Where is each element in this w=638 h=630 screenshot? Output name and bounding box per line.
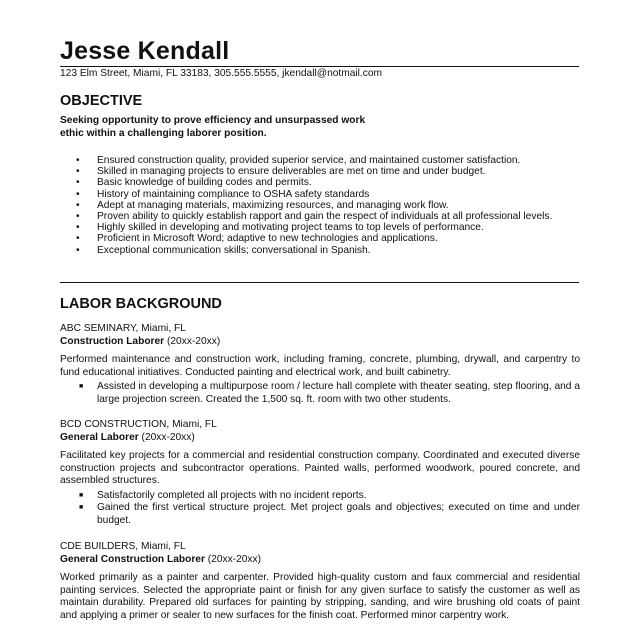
- skills-list: [60, 155, 580, 256]
- job-description: Performed maintenance and construction work, including framing, concrete, plumbing, drywall, and carpentry to fund educational initiatives. Conducted painting and electrical work, and built cabinetry.: [60, 354, 580, 378]
- job-description: Worked primarily as a painter and carpenter. Provided high-quality custom and faux commercial and residential painting services. Selected the appropriate paint or finish for any given surface to satisfy the customer as well as maintain durability. Prepared old surfaces for painting by stripping, sanding, and wire brushing old coats of paint and applying a primer or sealer to new surfaces for the finish coat. Performed minor carpentry work.: [60, 572, 580, 621]
- skill-item: • Highly skilled in developing and motivating project teams to top levels of performance.: [60, 222, 580, 233]
- job-entry: [60, 541, 580, 622]
- job-entry: [60, 323, 580, 406]
- job-title-line: [60, 432, 580, 445]
- job-title: Construction Laborer: [60, 335, 165, 347]
- job-company: BCD CONSTRUCTION, Miami, FL: [60, 419, 217, 430]
- skill-item: • Ensured construction quality, provided superior service, and maintained customer satisfaction.: [60, 155, 580, 166]
- skill-item: • Exceptional communication skills; conversational in Spanish.: [60, 245, 580, 256]
- job-title: General Construction Laborer: [60, 553, 205, 565]
- skill-item: • Proficient in Microsoft Word; adaptive to new technologies and applications.: [60, 233, 580, 244]
- job-achievements: [60, 490, 580, 528]
- labor-heading: LABOR BACKGROUND: [60, 296, 222, 312]
- job-title: General Laborer: [60, 431, 139, 443]
- job-dates: (20xx-20xx): [141, 431, 195, 443]
- header-divider: [60, 66, 579, 67]
- section-divider: [60, 282, 579, 283]
- job-description: Facilitated key projects for a commercial and residential construction company. Coordinated and executed diverse construction projects and subcontractor operations. Painted walls, performed woodwork, poured concrete, and assembled structures.: [60, 450, 580, 486]
- skill-item: • Adept at managing materials, maximizing resources, and managing work flow.: [60, 200, 580, 211]
- skill-item: • Basic knowledge of building codes and permits.: [60, 177, 580, 188]
- skill-item: • Proven ability to quickly establish rapport and gain the respect of individuals at all professional levels.: [60, 211, 580, 222]
- objective-heading: OBJECTIVE: [60, 93, 143, 109]
- objective-statement: Seeking opportunity to prove efficiency and unsurpassed work ethic within a challenging laborer position.: [60, 115, 366, 139]
- job-title-line: [60, 336, 580, 349]
- job-achievement: ■ Satisfactorily completed all projects with no incident reports.: [60, 490, 580, 503]
- job-achievement: ■ Gained the first vertical structure project. Met project goals and objectives; executed on time and under budget.: [60, 502, 580, 527]
- job-entry: [60, 419, 580, 527]
- job-dates: (20xx-20xx): [207, 553, 261, 565]
- job-achievement: ■ Assisted in developing a multipurpose room / lecture hall complete with theater seating, step flooring, and a large projection screen. Created the 1,500 sq. ft. room with two other students.: [60, 381, 580, 406]
- skill-item: • Skilled in managing projects to ensure deliverables are met on time and under budget.: [60, 166, 580, 177]
- job-achievements: [60, 381, 580, 406]
- candidate-name: Jesse Kendall: [60, 37, 230, 65]
- job-company: ABC SEMINARY, Miami, FL: [60, 323, 186, 334]
- skill-item: • History of maintaining compliance to OSHA safety standards: [60, 189, 580, 200]
- job-company: CDE BUILDERS, Miami, FL: [60, 541, 186, 552]
- job-title-line: [60, 554, 580, 567]
- job-dates: (20xx-20xx): [167, 335, 221, 347]
- contact-line: 123 Elm Street, Miami, FL 33183, 305.555.5555, jkendall@notmail.com: [60, 68, 382, 79]
